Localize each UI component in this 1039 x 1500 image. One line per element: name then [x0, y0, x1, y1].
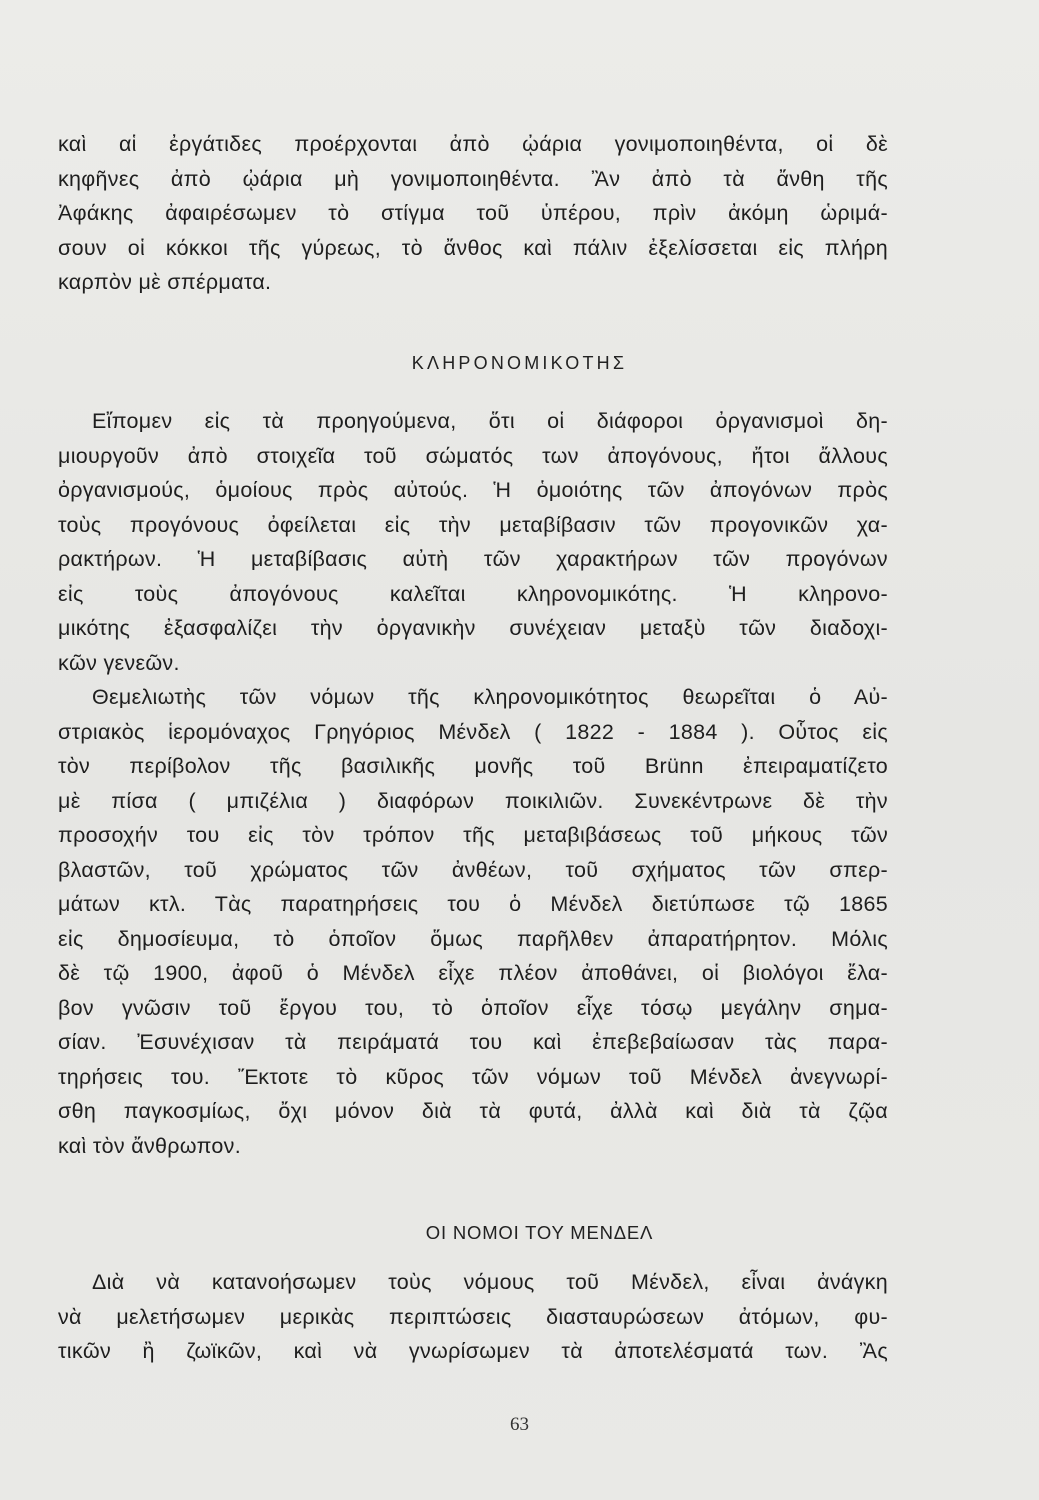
text-line: νὰ μελετήσωμεν μερικὰς περιπτώσεις διασταυρώσεων ἀτόμων, φυ- [58, 1304, 888, 1329]
text-line: ρακτήρων. Ἡ μεταβίβασις αὐτὴ τῶν χαρακτήρων τῶν προγόνων [58, 547, 888, 571]
text-line: βλαστῶν, τοῦ χρώματος τῶν ἀνθέων, τοῦ σχήματος τῶν σπερ- [58, 857, 888, 882]
text-line: σουν οἱ κόκκοι τῆς γύρεως, τὸ ἄνθος καὶ πάλιν ἐξελίσσεται εἰς πλήρη [58, 235, 888, 260]
text-line: Θεμελιωτὴς τῶν νόμων τῆς κληρονομικότητος θεωρεῖται ὁ Αὐ- [92, 685, 888, 709]
section-heredity-body [58, 404, 888, 1163]
section-mendel-laws-body [58, 1265, 888, 1369]
text-line: Διὰ νὰ κατανοήσωμεν τοὺς νόμους τοῦ Μένδελ, εἶναι ἀνάγκη [92, 1270, 888, 1294]
text-line: τοὺς προγόνους ὀφείλεται εἰς τὴν μεταβίβασιν τῶν προγονικῶν χα- [58, 512, 888, 537]
page-number: 63 [510, 1414, 529, 1435]
text-line: σίαν. Ἐσυνέχισαν τὰ πειράματά του καὶ ἐπεβεβαίωσαν τὰς παρα- [58, 1030, 888, 1054]
text-line: Ἀφάκης ἀφαιρέσωμεν τὸ στίγμα τοῦ ὑπέρου, πρὶν ἀκόμη ὡριμά- [58, 201, 888, 225]
text-line: μιουργοῦν ἀπὸ στοιχεῖα τοῦ σώματός των ἀπογόνους, ἤτοι ἄλλους [58, 443, 888, 468]
text-line: τὸν περίβολον τῆς βασιλικῆς μονῆς τοῦ Brünn ἐπειραματίζετο [58, 754, 888, 778]
text-line: τικῶν ἢ ζωϊκῶν, καὶ νὰ γνωρίσωμεν τὰ ἀποτελέσματά των. Ἂς [58, 1339, 888, 1363]
section-heading-mendel-laws: ΟΙ ΝΟΜΟΙ ΤΟΥ ΜΕΝΔΕΛ [425, 1222, 654, 1243]
text-line: καὶ αἱ ἐργάτιδες προέρχονται ἀπὸ ᾠάρια γονιμοποιηθέντα, οἱ δὲ [58, 132, 888, 156]
text-line: καὶ τὸν ἄνθρωπον. [58, 1133, 241, 1158]
paragraph-intro [58, 127, 888, 300]
text-line: σθη παγκοσμίως, ὄχι μόνον διὰ τὰ φυτά, ἀλλὰ καὶ διὰ τὰ ζῷα [58, 1099, 888, 1123]
text-line: ὀργανισμούς, ὁμοίους πρὸς αὐτούς. Ἡ ὁμοιότης τῶν ἀπογόνων πρὸς [58, 478, 888, 502]
text-line: μὲ πίσα ( μπιζέλια ) διαφόρων ποικιλιῶν. Συνεκέντρωνε δὲ τὴν [58, 788, 888, 813]
text-line: κηφῆνες ἀπὸ ᾠάρια μὴ γονιμοποιηθέντα. Ἂν ἀπὸ τὰ ἄνθη τῆς [58, 166, 888, 191]
text-line: βον γνῶσιν τοῦ ἔργου του, τὸ ὁποῖον εἶχε τόσῳ μεγάλην σημα- [58, 995, 888, 1020]
text-line: καρπὸν μὲ σπέρματα. [58, 270, 272, 294]
text-line: εἰς δημοσίευμα, τὸ ὁποῖον ὅμως παρῆλθεν ἀπαρατήρητον. Μόλις [58, 926, 888, 951]
text-line: μικότης ἐξασφαλίζει τὴν ὀργανικὴν συνέχειαν μεταξὺ τῶν διαδοχι- [58, 616, 888, 640]
text-line: προσοχήν του εἰς τὸν τρόπον τῆς μεταβιβάσεως τοῦ μήκους τῶν [58, 823, 888, 847]
text-line: Εἴπομεν εἰς τὰ προηγούμενα, ὅτι οἱ διάφοροι ὀργανισμοὶ δη- [92, 409, 888, 433]
text-line: στριακὸς ἱερομόναχος Γρηγόριος Μένδελ ( 1822 - 1884 ). Οὗτος εἰς [58, 719, 888, 744]
text-line: κῶν γενεῶν. [58, 650, 180, 675]
section-heading-heredity: ΚΛΗΡΟΝΟΜΙΚΟΤΗΣ [411, 353, 628, 373]
text-line: μάτων κτλ. Τὰς παρατηρήσεις του ὁ Μένδελ διετύπωσε τῷ 1865 [58, 892, 888, 916]
text-line: τηρήσεις του. Ἔκτοτε τὸ κῦρος τῶν νόμων τοῦ Μένδελ ἀνεγνωρί- [58, 1064, 888, 1089]
text-line: εἰς τοὺς ἀπογόνους καλεῖται κληρονομικότης. Ἡ κληρονο- [58, 581, 888, 606]
text-line: δὲ τῷ 1900, ἀφοῦ ὁ Μένδελ εἶχε πλέον ἀποθάνει, οἱ βιολόγοι ἔλα- [58, 961, 888, 985]
